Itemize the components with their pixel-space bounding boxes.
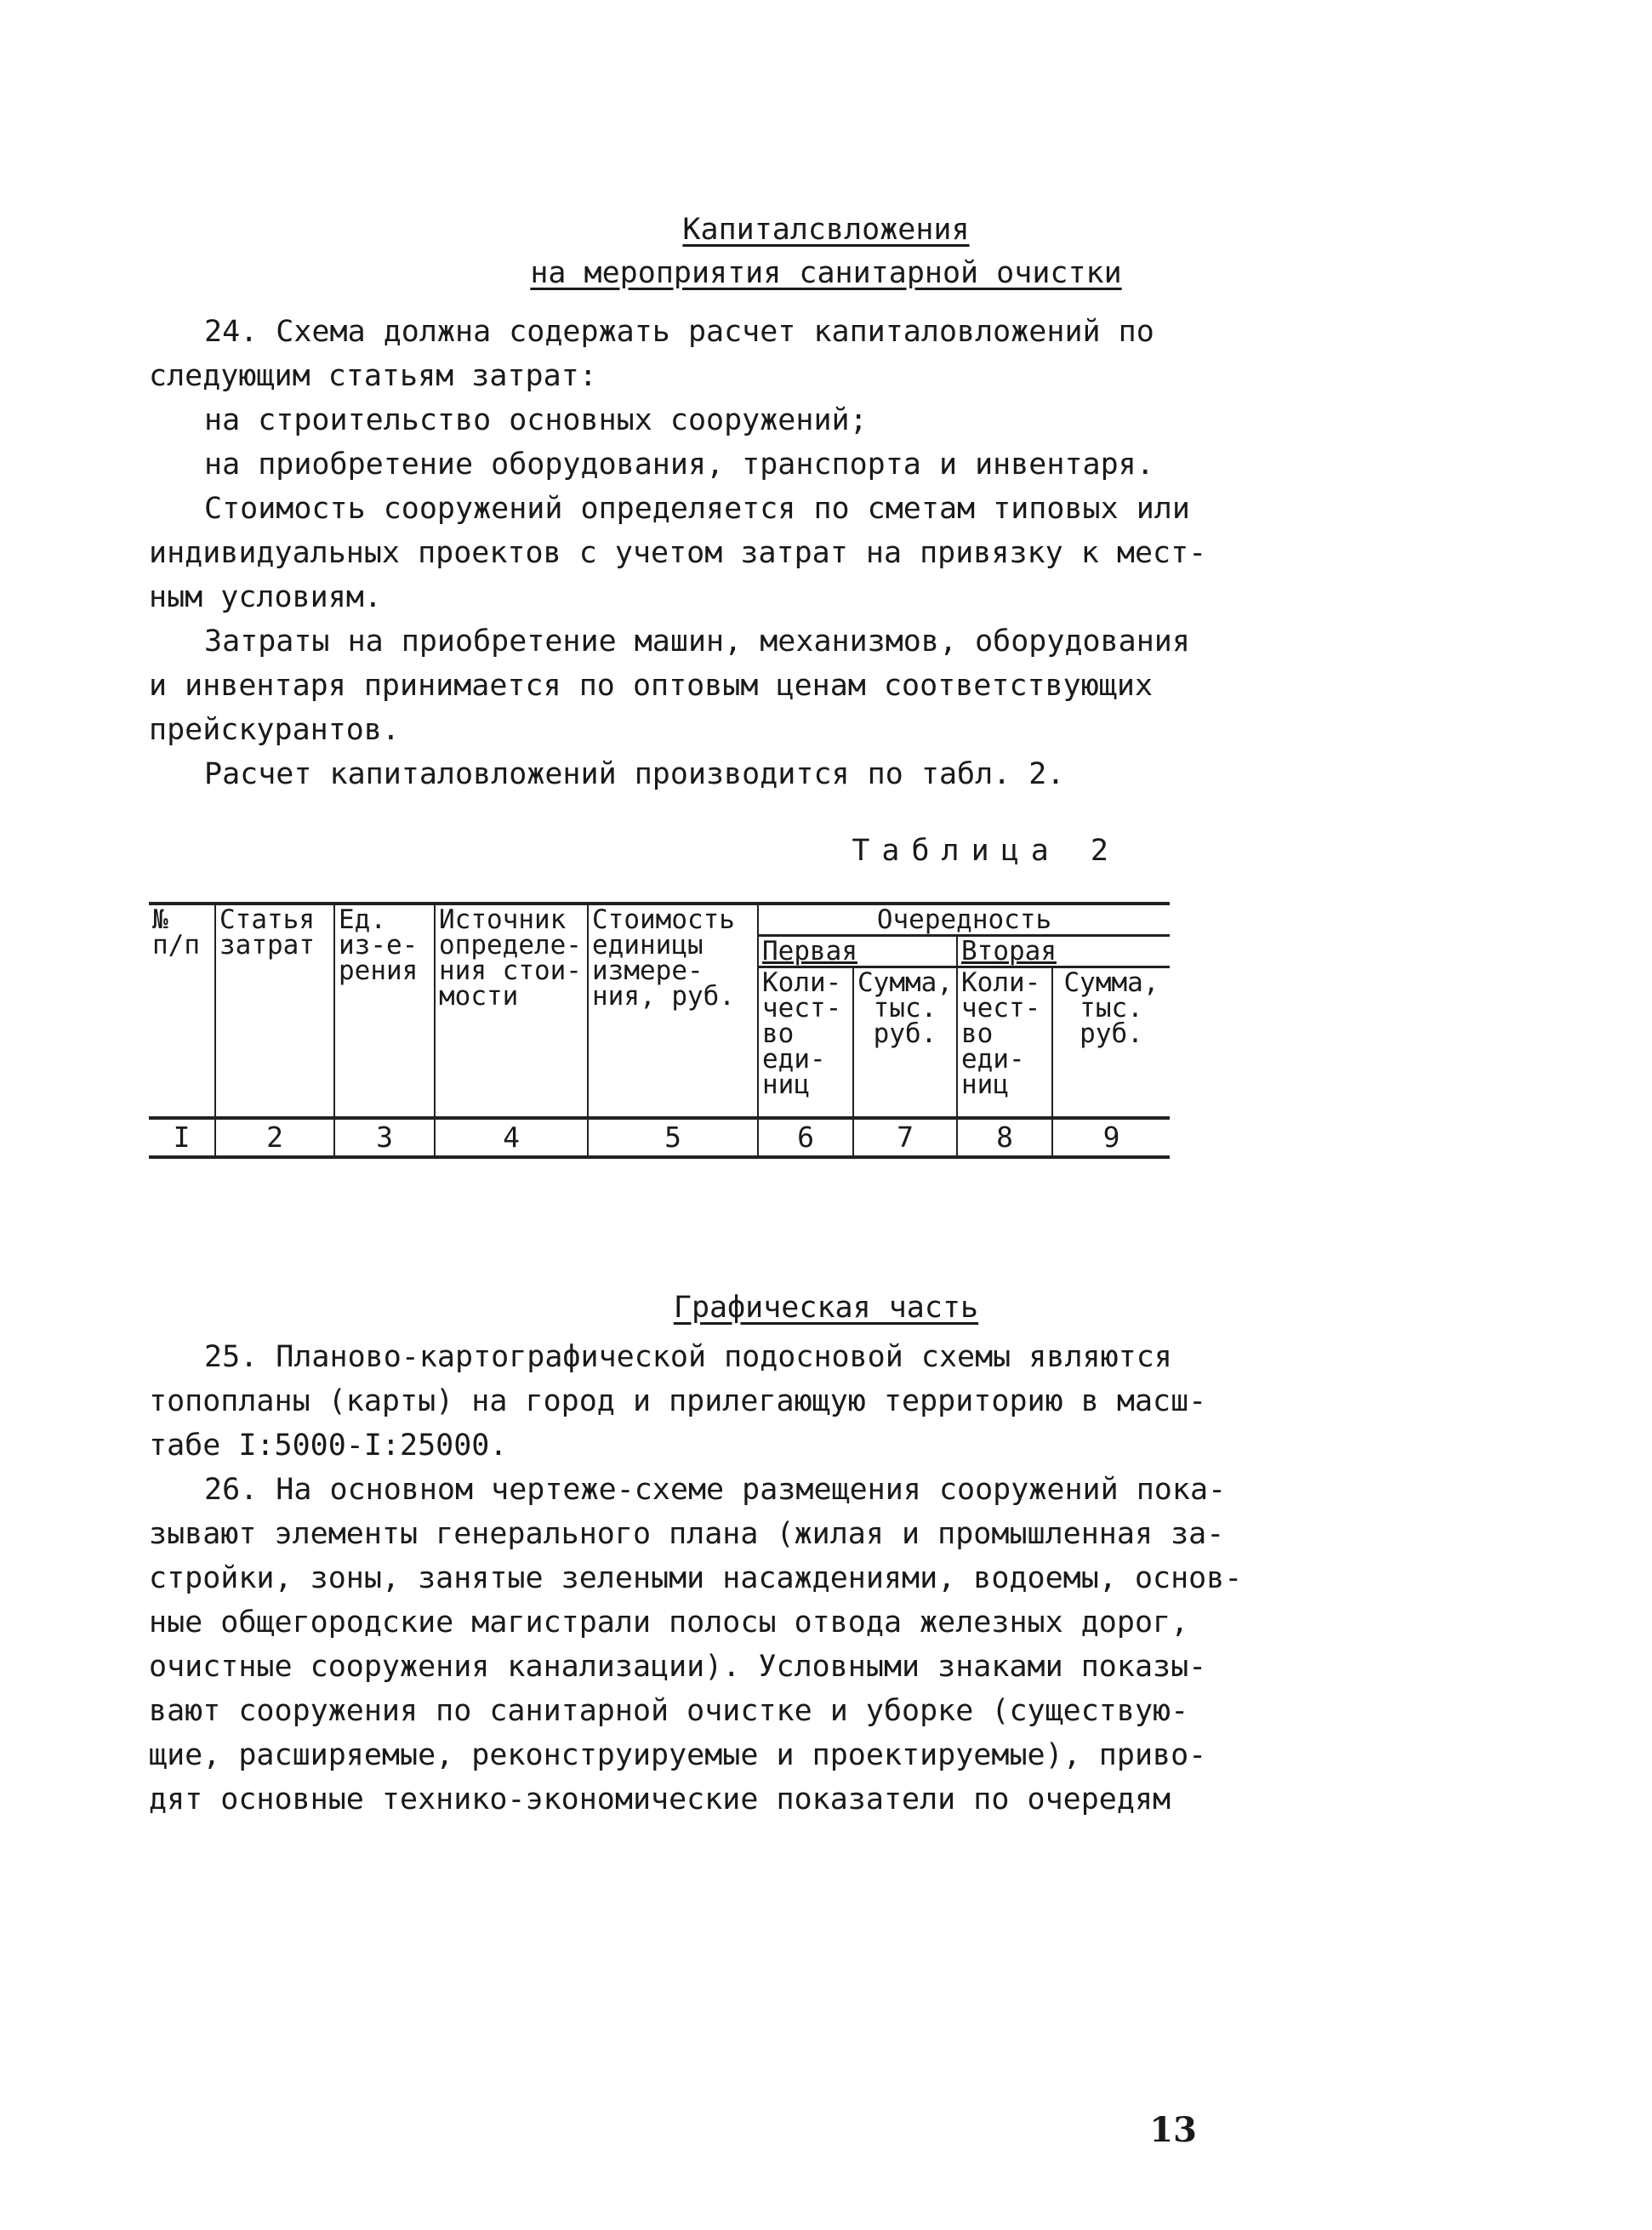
paragraph-line: дят основные технико-экономические показатели по очередям	[149, 1782, 1171, 1817]
column-header-first-stage: Первая	[758, 936, 957, 967]
column-number: 8	[957, 1118, 1052, 1157]
paragraph-line: индивидуальных проектов с учетом затрат на привязку к мест-	[149, 536, 1207, 570]
column-header-item: Статья затрат	[215, 904, 334, 1118]
section-heading-graphic: Графическая часть	[673, 1291, 979, 1325]
paragraph-line: табе I:5000-I:25000.	[149, 1429, 508, 1463]
paragraph-line: Затраты на приобретение машин, механизмов, оборудования	[204, 625, 1190, 659]
column-number: 9	[1052, 1118, 1170, 1157]
column-header-qty-2: Коли- чест- во еди- ниц	[957, 967, 1052, 1119]
page-number: 13	[1149, 2110, 1197, 2150]
column-header-sum-1: Сумма, тыс. руб.	[853, 967, 957, 1119]
column-header-second-stage: Вторая	[957, 936, 1170, 967]
paragraph-line: на строительство основных сооружений;	[204, 403, 868, 437]
column-header-source: Источник определе- ния стои- мости	[435, 904, 588, 1118]
column-header-num: № п/п	[149, 904, 215, 1118]
paragraph-line: стройки, зоны, занятые зелеными насаждениями, водоемы, основ-	[149, 1561, 1243, 1595]
table-caption: Таблица 2	[852, 834, 1120, 868]
paragraph-line: зывают элементы генерального плана (жилая и промышленная за-	[149, 1517, 1225, 1551]
column-header-order: Очередность	[758, 904, 1170, 936]
paragraph-line: вают сооружения по санитарной очистке и уборке (существую-	[149, 1694, 1189, 1728]
column-header-qty-1: Коли- чест- во еди- ниц	[758, 967, 853, 1119]
paragraph-line: и инвентаря принимается по оптовым ценам соответствующих	[149, 669, 1154, 703]
column-number: 3	[334, 1118, 435, 1157]
column-number: 4	[435, 1118, 588, 1157]
section-subheading-capital: на мероприятия санитарной очистки	[530, 256, 1122, 290]
paragraph-line: Расчет капиталовложений производится по табл. 2.	[204, 757, 1065, 791]
capital-investment-table	[149, 902, 1170, 1159]
paragraph-line: щие, расширяемые, реконструируемые и проектируемые), приво-	[149, 1738, 1207, 1772]
paragraph-line: 24. Схема должна содержать расчет капиталовложений по	[204, 315, 1154, 349]
paragraph-line: топопланы (карты) на город и прилегающую территорию в масш-	[149, 1384, 1207, 1418]
column-number: 5	[588, 1118, 758, 1157]
paragraph-line: очистные сооружения канализации). Условными знаками показы-	[149, 1650, 1207, 1684]
column-number: I	[149, 1118, 215, 1157]
paragraph-line: 26. На основном чертеже-схеме размещения сооружений пока-	[204, 1473, 1227, 1507]
column-header-cost: Стоимость единицы измере- ния, руб.	[588, 904, 758, 1118]
paragraph-line: на приобретение оборудования, транспорта и инвентаря.	[204, 448, 1154, 482]
paragraph-line: следующим статьям затрат:	[149, 359, 597, 393]
paragraph-line: 25. Планово-картографической подосновой схемы являются	[204, 1340, 1172, 1374]
paragraph-line: ным условиям.	[149, 580, 382, 614]
column-number: 7	[853, 1118, 957, 1157]
section-heading-capital: Капиталсвложения	[682, 213, 970, 247]
column-header-sum-2: Сумма, тыс. руб.	[1052, 967, 1170, 1119]
paragraph-line: ные общегородские магистрали полосы отвода железных дорог,	[149, 1605, 1189, 1640]
column-number: 6	[758, 1118, 853, 1157]
paragraph-line: Стоимость сооружений определяется по сметам типовых или	[204, 492, 1190, 526]
column-header-unit: Ед. из-е- рения	[334, 904, 435, 1118]
paragraph-line: прейскурантов.	[149, 713, 401, 747]
column-number: 2	[215, 1118, 334, 1157]
